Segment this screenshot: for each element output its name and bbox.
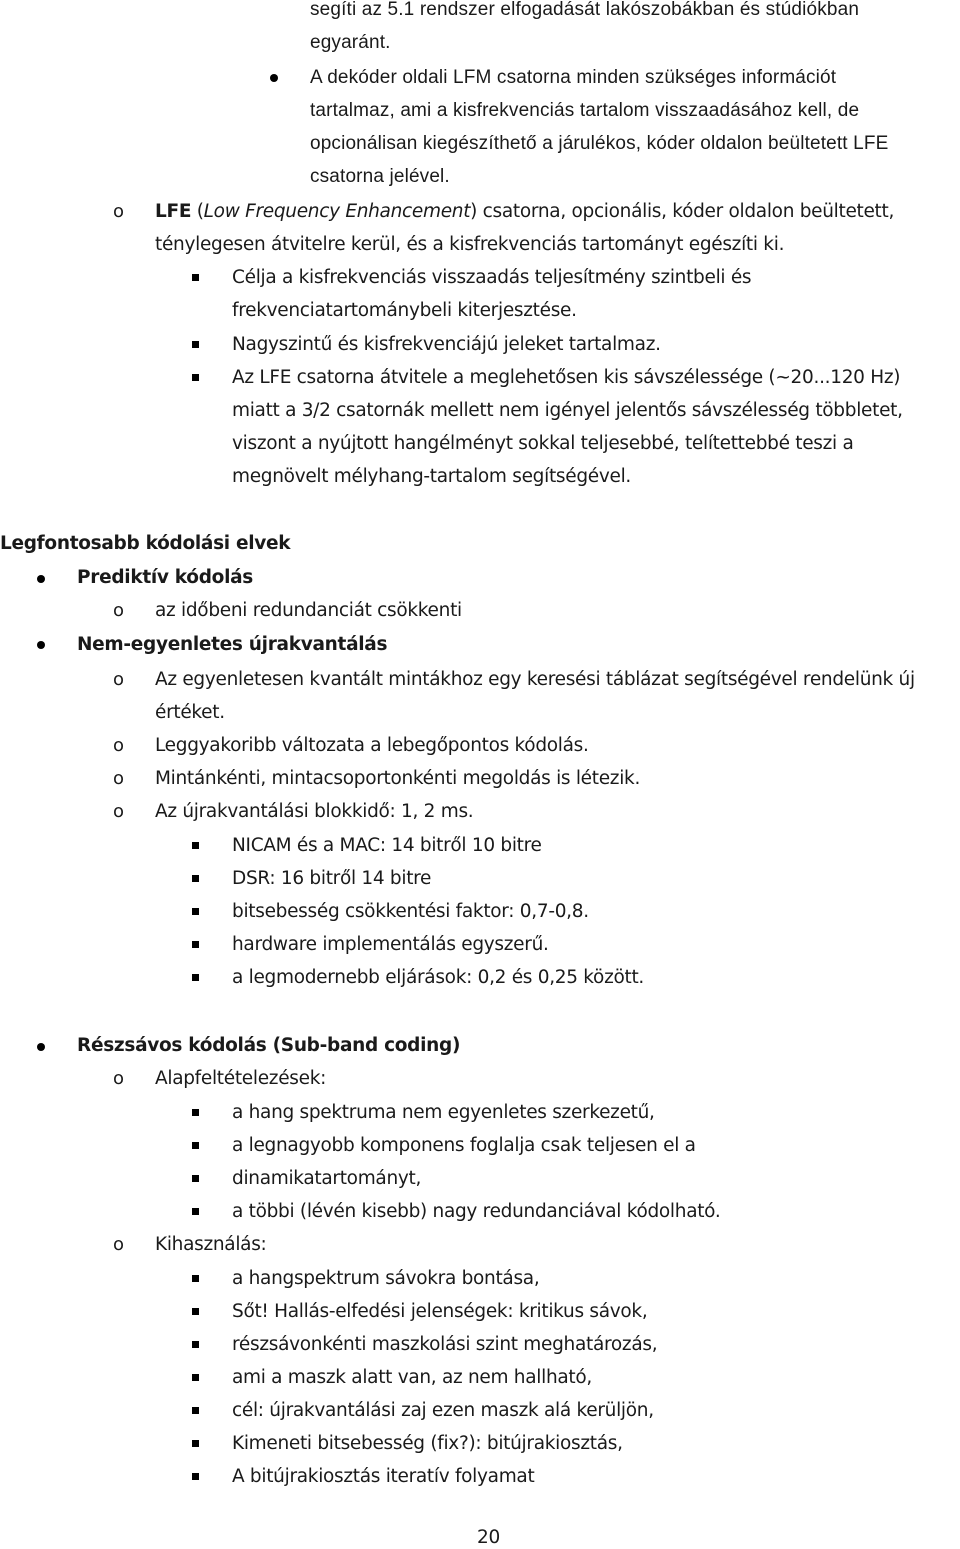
list-item-continuation: miatt a 3/2 csatornák mellett nem igényel jelentős sávszélesség többletet, [232, 400, 903, 421]
list-item: Sőt! Hallás-elfedési jelenségek: kritikus sávok, [232, 1301, 648, 1322]
circle-bullet-icon: o [113, 201, 125, 222]
square-bullet-icon [192, 1109, 199, 1116]
circle-bullet-icon: o [113, 801, 125, 822]
list-item: a legnagyobb komponens foglalja csak teljesen el a [232, 1135, 696, 1156]
list-item: a hangspektrum sávokra bontása, [232, 1268, 540, 1289]
square-bullet-icon [192, 1142, 199, 1149]
square-bullet-icon [192, 374, 199, 381]
list-item: Alapfeltételezések: [155, 1068, 327, 1089]
list-item: részsávonkénti maszkolási szint meghatározás, [232, 1334, 658, 1355]
list-item: Nagyszintű és kisfrekvenciájú jeleket tartalmaz. [232, 334, 661, 355]
lfe-open-paren: ( [191, 201, 204, 222]
circle-bullet-icon: o [113, 768, 125, 789]
bullet-dot-icon [270, 74, 278, 82]
list-item: NICAM és a MAC: 14 bitről 10 bitre [232, 835, 542, 856]
circle-bullet-icon: o [113, 600, 125, 621]
list-item-continuation: megnövelt mélyhang-tartalom segítségével. [232, 466, 631, 487]
square-bullet-icon [192, 842, 199, 849]
list-item: bitsebesség csökkentési faktor: 0,7-0,8. [232, 901, 589, 922]
list-item: A dekóder oldali LFM csatorna minden szükséges információt [310, 67, 837, 88]
square-bullet-icon [192, 1175, 199, 1182]
list-item: ami a maszk alatt van, az nem hallható, [232, 1367, 592, 1388]
square-bullet-icon [192, 941, 199, 948]
square-bullet-icon [192, 1473, 199, 1480]
predictive-coding-title: Prediktív kódolás [77, 567, 254, 588]
square-bullet-icon [192, 974, 199, 981]
list-item: hardware implementálás egyszerű. [232, 934, 549, 955]
circle-bullet-icon: o [113, 1068, 125, 1089]
square-bullet-icon [192, 1440, 199, 1447]
square-bullet-icon [192, 1275, 199, 1282]
list-item: Kihasználás: [155, 1234, 267, 1255]
bullet-dot-icon [37, 1043, 45, 1051]
list-item: a hang spektruma nem egyenletes szerkezetű, [232, 1102, 655, 1123]
lfe-heading-line [155, 201, 894, 223]
list-item: a többi (lévén kisebb) nagy redundanciával kódolható. [232, 1201, 721, 1222]
square-bullet-icon [192, 1374, 199, 1381]
list-item-continuation: tartalmaz, ami a kisfrekvenciás tartalom visszaadásához kell, de [310, 100, 860, 121]
text-line: segíti az 5.1 rendszer elfogadását lakószobákban és stúdiókban [310, 0, 860, 20]
circle-bullet-icon: o [113, 669, 125, 690]
circle-bullet-icon: o [113, 735, 125, 756]
list-item: Célja a kisfrekvenciás visszaadás teljesítmény szintbeli és [232, 267, 752, 288]
page-number: 20 [477, 1527, 500, 1548]
circle-bullet-icon: o [113, 1234, 125, 1255]
list-item-continuation: opcionálisan kiegészíthető a járulékos, kóder oldalon beültetett LFE [310, 133, 889, 154]
list-item: Leggyakoribb változata a lebegőpontos kódolás. [155, 735, 589, 756]
list-item-continuation: értéket. [155, 702, 225, 723]
square-bullet-icon [192, 1208, 199, 1215]
list-item: DSR: 16 bitről 14 bitre [232, 868, 432, 889]
subband-coding-title: Részsávos kódolás (Sub-band coding) [77, 1035, 461, 1056]
square-bullet-icon [192, 341, 199, 348]
square-bullet-icon [192, 908, 199, 915]
square-bullet-icon [192, 1407, 199, 1414]
list-item: az időbeni redundanciát csökkenti [155, 600, 462, 621]
list-item-continuation: ténylegesen átvitelre kerül, és a kisfrekvenciás tartományt egészíti ki. [155, 234, 785, 255]
list-item: a legmodernebb eljárások: 0,2 és 0,25 között. [232, 967, 644, 988]
list-item-continuation: frekvenciatartománybeli kiterjesztése. [232, 300, 577, 321]
list-item: Kimeneti bitsebesség (fix?): bitújrakiosztás, [232, 1433, 623, 1454]
list-item: A bitújrakiosztás iteratív folyamat [232, 1466, 535, 1487]
text-line: egyaránt. [310, 32, 391, 53]
list-item-continuation: viszont a nyújtott hangélményt sokkal teljesebbé, telítettebbé teszi a [232, 433, 854, 454]
square-bullet-icon [192, 1308, 199, 1315]
square-bullet-icon [192, 274, 199, 281]
lfe-description: ) csatorna, opcionális, kóder oldalon beültetett, [470, 201, 895, 222]
list-item: cél: újrakvantálási zaj ezen maszk alá kerüljön, [232, 1400, 654, 1421]
list-item-continuation: csatorna jelével. [310, 166, 450, 187]
list-item: Mintánkénti, mintacsoportonkénti megoldás is létezik. [155, 768, 641, 789]
list-item: Az újrakvantálási blokkidő: 1, 2 ms. [155, 801, 474, 822]
nonuniform-requantization-title: Nem-egyenletes újrakvantálás [77, 634, 388, 655]
list-item: dinamikatartományt, [232, 1168, 422, 1189]
square-bullet-icon [192, 1341, 199, 1348]
bullet-dot-icon [37, 575, 45, 583]
square-bullet-icon [192, 875, 199, 882]
list-item: Az egyenletesen kvantált mintákhoz egy keresési táblázat segítségével rendelünk új [155, 669, 915, 690]
bullet-dot-icon [37, 641, 45, 649]
lfe-label: LFE [155, 201, 192, 222]
lfe-expansion: Low Frequency Enhancement [203, 201, 471, 222]
list-item: Az LFE csatorna átvitele a meglehetősen kis sávszélessége (~20...120 Hz) [232, 367, 901, 388]
section-title: Legfontosabb kódolási elvek [0, 533, 291, 554]
